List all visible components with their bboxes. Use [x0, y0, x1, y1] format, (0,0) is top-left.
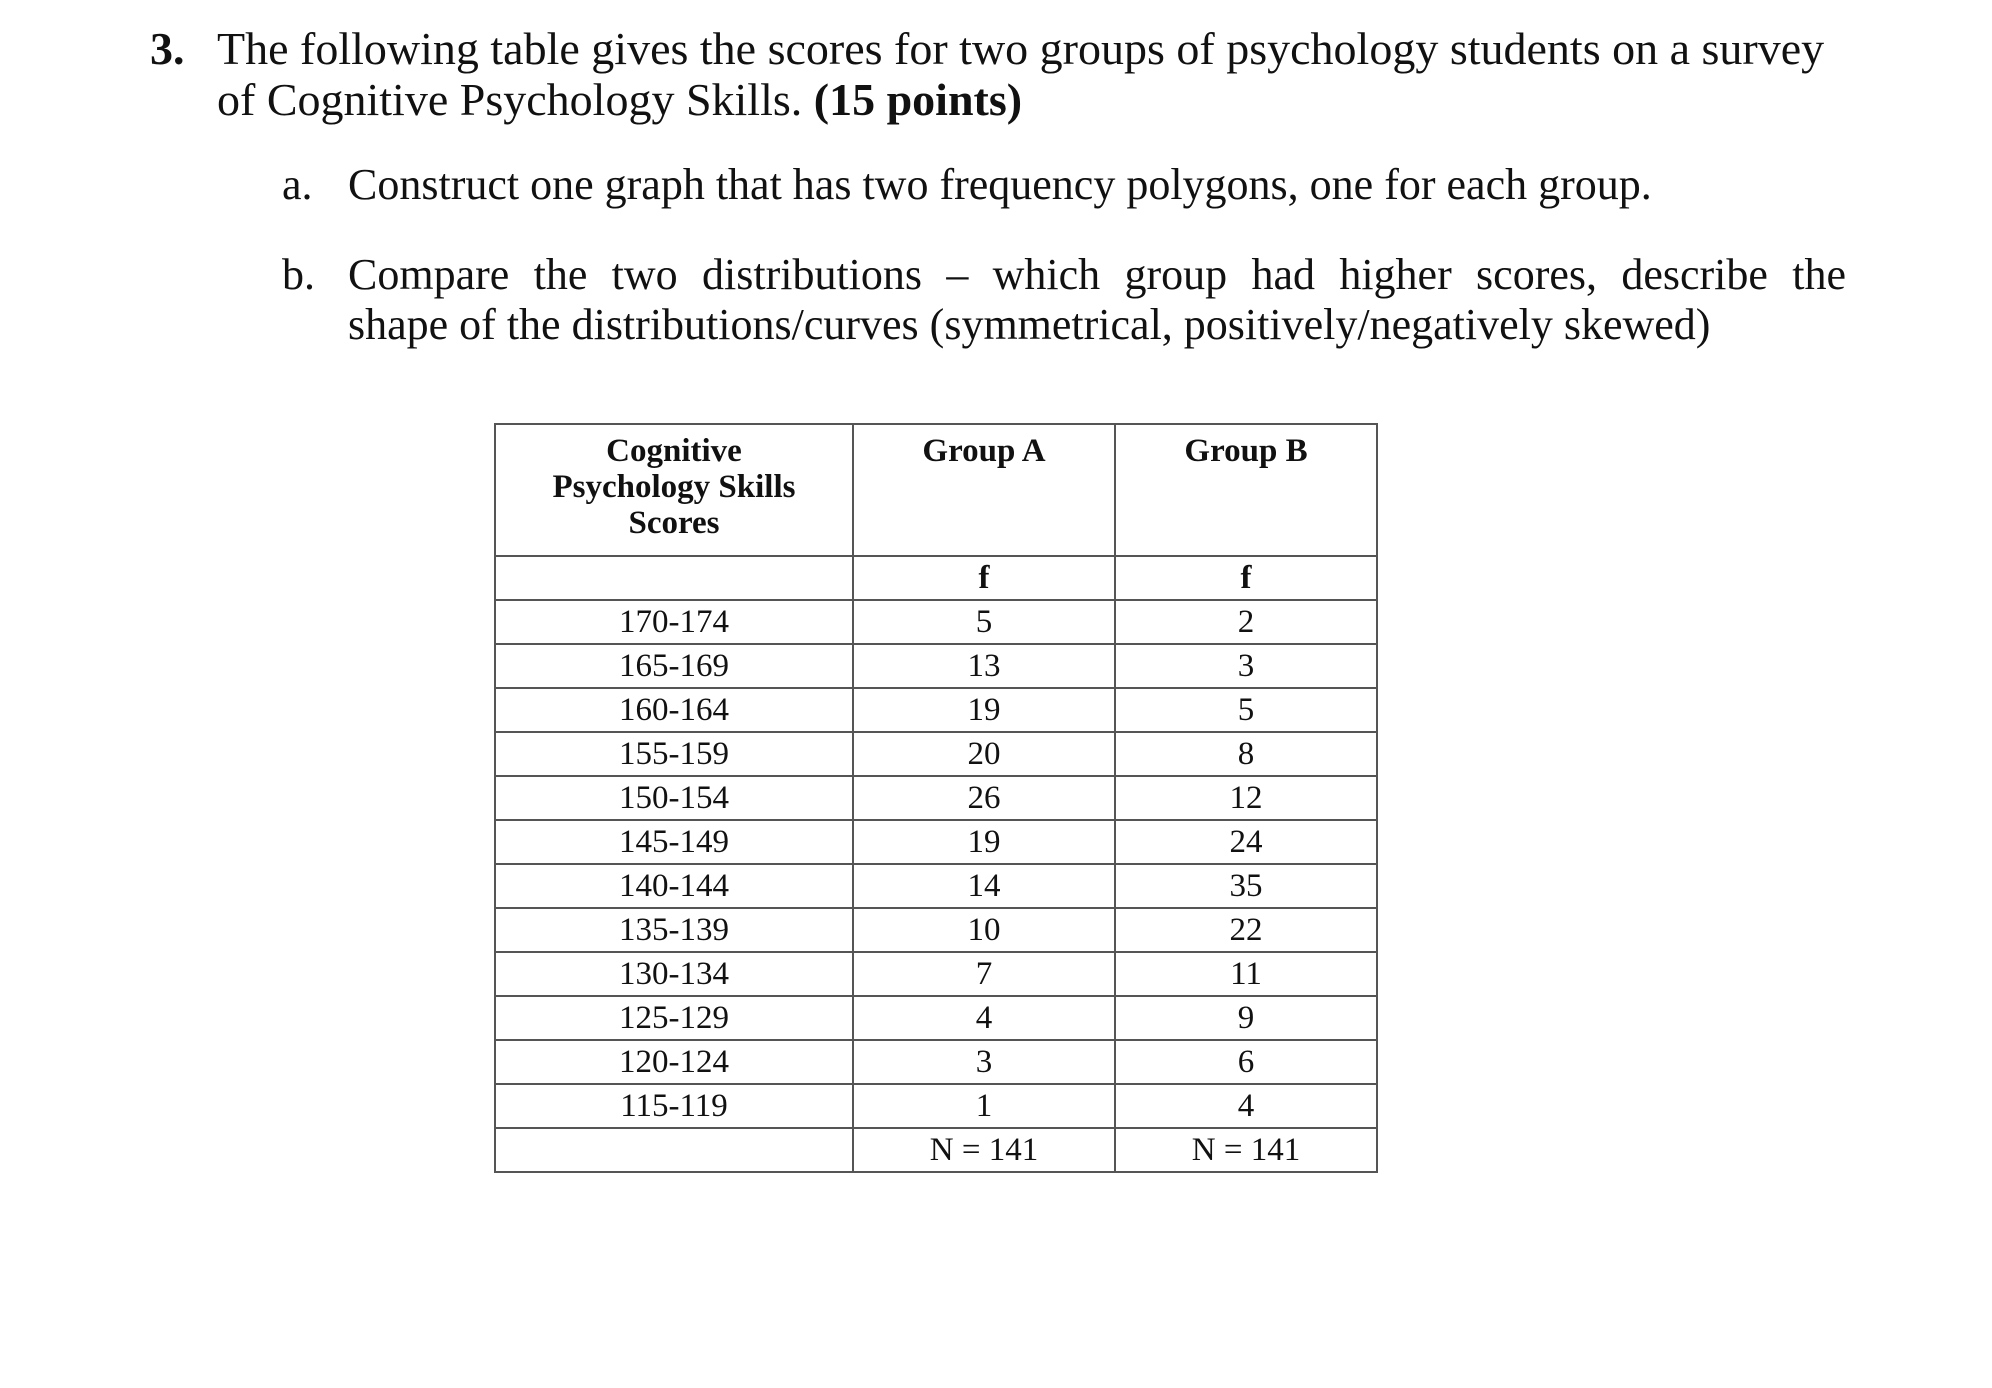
table-cell: 145-149 — [495, 820, 853, 864]
table-row — [495, 600, 1377, 644]
header-group-b: Group B — [1115, 424, 1377, 556]
table-cell: 20 — [853, 732, 1115, 776]
table-header-row — [495, 424, 1377, 556]
table-cell: 115-119 — [495, 1084, 853, 1128]
table-cell: 7 — [853, 952, 1115, 996]
table-row — [495, 688, 1377, 732]
table-cell: f — [1115, 556, 1377, 600]
table-total-row — [495, 1128, 1377, 1172]
table-cell: 24 — [1115, 820, 1377, 864]
table-cell: 12 — [1115, 776, 1377, 820]
table-row — [495, 996, 1377, 1040]
table-cell: N = 141 — [853, 1128, 1115, 1172]
header-scores — [495, 424, 853, 556]
table-row — [495, 1040, 1377, 1084]
question-text-line-1: The following table gives the scores for two groups of psychology students on a survey — [217, 23, 1825, 74]
header-scores-line: Cognitive — [606, 433, 742, 469]
table-cell: 5 — [1115, 688, 1377, 732]
table-row — [495, 776, 1377, 820]
table-cell — [495, 1128, 853, 1172]
table-cell: 9 — [1115, 996, 1377, 1040]
table-cell: 165-169 — [495, 644, 853, 688]
part-a-label: a. — [282, 160, 313, 209]
table-cell: 4 — [1115, 1084, 1377, 1128]
table-cell: 1 — [853, 1084, 1115, 1128]
header-group-a: Group A — [853, 424, 1115, 556]
table-cell — [495, 556, 853, 600]
table-cell: 19 — [853, 688, 1115, 732]
table-cell: 6 — [1115, 1040, 1377, 1084]
table-cell: 2 — [1115, 600, 1377, 644]
table-row — [495, 908, 1377, 952]
table-cell: 130-134 — [495, 952, 853, 996]
table-cell: 26 — [853, 776, 1115, 820]
part-b-text-line-2: shape of the distributions/curves (symmetrical, positively/negatively skewed) — [348, 300, 1711, 349]
question-text-line-2 — [217, 75, 1022, 125]
part-b-label: b. — [282, 250, 315, 299]
table-cell: 140-144 — [495, 864, 853, 908]
table-cell: 35 — [1115, 864, 1377, 908]
table-cell: 160-164 — [495, 688, 853, 732]
table-row — [495, 732, 1377, 776]
question-text-line-2-body: of Cognitive Psychology Skills. — [217, 74, 814, 125]
header-scores-line: Scores — [628, 505, 720, 541]
table-row — [495, 820, 1377, 864]
header-scores-line: Psychology Skills — [552, 469, 796, 505]
table-cell: f — [853, 556, 1115, 600]
table-row — [495, 1084, 1377, 1128]
table-cell: 125-129 — [495, 996, 853, 1040]
table-cell: 3 — [853, 1040, 1115, 1084]
question-points: (15 points) — [813, 74, 1023, 125]
part-a-text: Construct one graph that has two frequency polygons, one for each group. — [348, 160, 1652, 209]
scores-table — [494, 423, 1378, 1173]
table-cell: 3 — [1115, 644, 1377, 688]
frequency-label-row — [495, 556, 1377, 600]
table-cell: 8 — [1115, 732, 1377, 776]
table-cell: 10 — [853, 908, 1115, 952]
part-b-text-line-1: Compare the two distributions – which group had higher scores, describe the — [348, 250, 1846, 299]
table-row — [495, 864, 1377, 908]
table-cell: 150-154 — [495, 776, 853, 820]
table-cell: N = 141 — [1115, 1128, 1377, 1172]
table-cell: 14 — [853, 864, 1115, 908]
question-number: 3. — [150, 23, 185, 74]
table-cell: 120-124 — [495, 1040, 853, 1084]
table-cell: 22 — [1115, 908, 1377, 952]
table-cell: 13 — [853, 644, 1115, 688]
table-cell: 170-174 — [495, 600, 853, 644]
table-cell: 4 — [853, 996, 1115, 1040]
table-body — [495, 556, 1377, 1172]
table-cell: 19 — [853, 820, 1115, 864]
table-cell: 155-159 — [495, 732, 853, 776]
table-cell: 11 — [1115, 952, 1377, 996]
table-row — [495, 952, 1377, 996]
table-row — [495, 644, 1377, 688]
table-cell: 5 — [853, 600, 1115, 644]
table-cell: 135-139 — [495, 908, 853, 952]
